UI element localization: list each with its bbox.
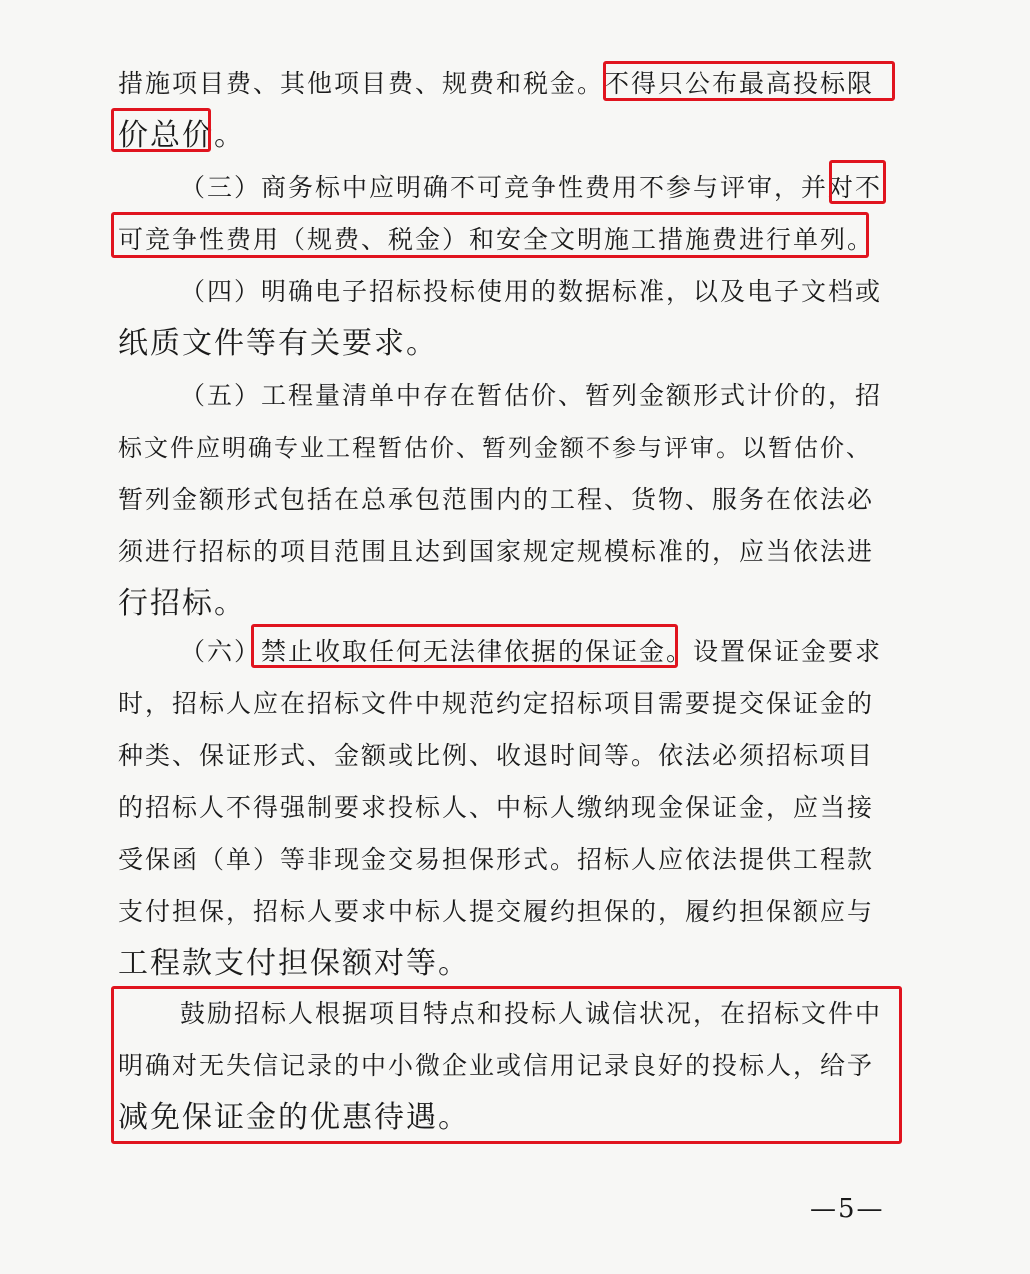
text-line: 措施项目费、其他项目费、规费和税金。不得只公布最高投标限 <box>118 69 875 98</box>
text-line: 纸质文件等有关要求。 <box>118 326 438 361</box>
text-line: （六）禁止收取任何无法律依据的保证金。设置保证金要求 <box>180 637 883 666</box>
highlight-box <box>829 160 886 204</box>
text-line: 工程款支付担保额对等。 <box>118 946 470 981</box>
highlight-box <box>111 108 211 152</box>
text-line: 支付担保，招标人要求中标人提交履约担保的，履约担保额应与 <box>118 897 875 926</box>
text-line: 鼓励招标人根据项目特点和投标人诚信状况，在招标文件中 <box>180 999 883 1028</box>
text-line: 暂列金额形式包括在总承包范围内的工程、货物、服务在依法必 <box>118 485 875 514</box>
text-line: 种类、保证形式、金额或比例、收退时间等。依法必须招标项目 <box>118 741 875 770</box>
text-line: 明确对无失信记录的中小微企业或信用记录良好的投标人，给予 <box>118 1051 875 1080</box>
highlight-box <box>111 986 902 1144</box>
highlight-box <box>603 61 895 101</box>
text-line: 行招标。 <box>118 586 246 621</box>
text-line: 价总价。 <box>118 118 246 153</box>
text-line: 减免保证金的优惠待遇。 <box>118 1100 470 1135</box>
text-line: （三）商务标中应明确不可竞争性费用不参与评审，并对不 <box>180 173 883 202</box>
text-line: 可竞争性费用（规费、税金）和安全文明施工措施费进行单列。 <box>118 225 875 254</box>
text-line: 时，招标人应在招标文件中规范约定招标项目需要提交保证金的 <box>118 689 875 718</box>
highlight-box <box>251 624 678 668</box>
text-line: （五）工程量清单中存在暂估价、暂列金额形式计价的，招 <box>180 381 883 410</box>
page-number: —5— <box>810 1194 885 1224</box>
text-line: 的招标人不得强制要求投标人、中标人缴纳现金保证金，应当接 <box>118 793 875 822</box>
text-line: （四）明确电子招标投标使用的数据标准，以及电子文档或 <box>180 277 883 306</box>
text-line: 标文件应明确专业工程暂估价、暂列金额不参与评审。以暂估价、 <box>118 434 872 462</box>
text-line: 须进行招标的项目范围且达到国家规定规模标准的，应当依法进 <box>118 537 875 566</box>
highlight-box <box>111 212 869 258</box>
text-line: 受保函（单）等非现金交易担保形式。招标人应依法提供工程款 <box>118 845 875 874</box>
